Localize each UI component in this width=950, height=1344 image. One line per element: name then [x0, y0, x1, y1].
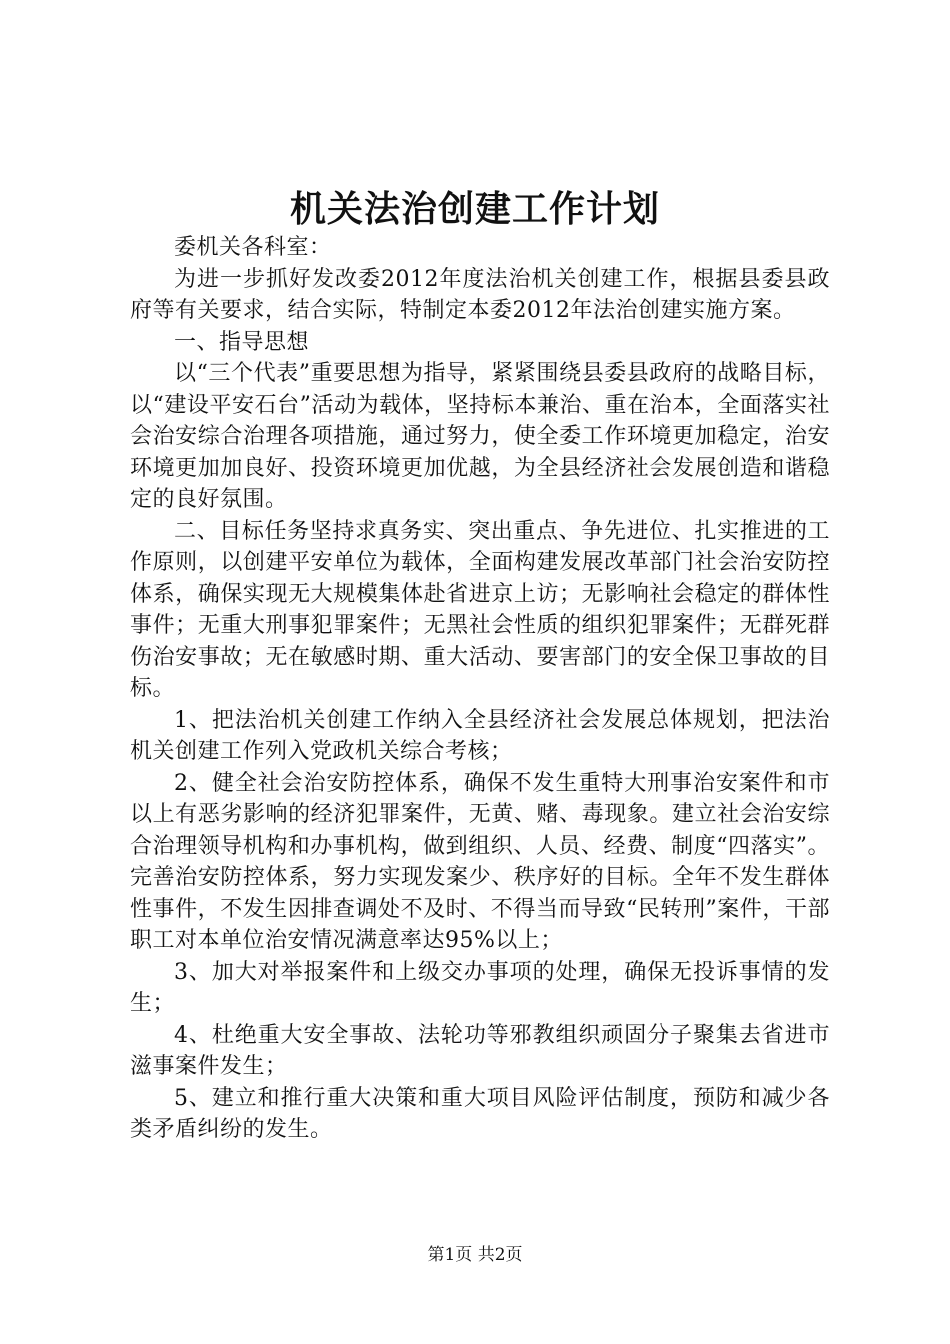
- intro-paragraph: 为进一步抓好发改委2012年度法治机关创建工作，根据县委县政府等有关要求，结合实际，特制定本委2012年法治创建实施方案。: [130, 266, 830, 323]
- list-item-4: 4、杜绝重大安全事故、法轮功等邪教组织顽固分子聚集去省进市滋事案件发生；: [130, 1022, 830, 1079]
- list-item-5: 5、建立和推行重大决策和重大项目风险评估制度，预防和减少各类矛盾纠纷的发生。: [130, 1085, 830, 1142]
- list-item-3: 3、加大对举报案件和上级交办事项的处理，确保无投诉事情的发生；: [130, 959, 830, 1016]
- salutation: 委机关各科室：: [174, 235, 332, 260]
- list-item-1: 1、把法治机关创建工作纳入全县经济社会发展总体规划，把法治机关创建工作列入党政机关综合考核；: [130, 707, 830, 764]
- guiding-ideology-paragraph: 以“三个代表”重要思想为指导，紧紧围绕县委县政府的战略目标，以“建设平安石台”活动为载体，坚持标本兼治、重在治本，全面落实社会治安综合治理各项措施，通过努力，使全委工作环境更加稳定，治安环境更加加良好、投资环境更加优越，为全县经济社会发展创造和谐稳定的良好氛围。: [130, 361, 830, 512]
- objectives-paragraph: 二、目标任务坚持求真务实、突出重点、争先进位、扎实推进的工作原则，以创建平安单位为载体，全面构建发展改革部门社会治安防控体系，确保实现无大规模集体赴省进京上访；无影响社会稳定的群体性事件；无重大刑事犯罪案件；无黑社会性质的组织犯罪案件；无群死群伤治安事故；无在敏感时期、重大活动、要害部门的安全保卫事故的目标。: [130, 518, 830, 701]
- document-body: [130, 232, 830, 1146]
- list-item-2: 2、健全社会治安防控体系，确保不发生重特大刑事治安案件和市以上有恶劣影响的经济犯罪案件，无黄、赌、毒现象。建立社会治安综合治理领导机构和办事机构，做到组织、人员、经费、制度“四落实”。完善治安防控体系，努力实现发案少、秩序好的目标。全年不发生群体性事件，不发生因排查调处不及时、不得当而导致“民转刑”案件，干部职工对本单位治安情况满意率达95%以上；: [130, 770, 830, 953]
- document-title: 机关法治创建工作计划: [289, 188, 660, 230]
- page-footer: 第1页 共2页: [427, 1245, 523, 1265]
- section-heading-guiding-ideology: 一、指导思想: [174, 329, 310, 355]
